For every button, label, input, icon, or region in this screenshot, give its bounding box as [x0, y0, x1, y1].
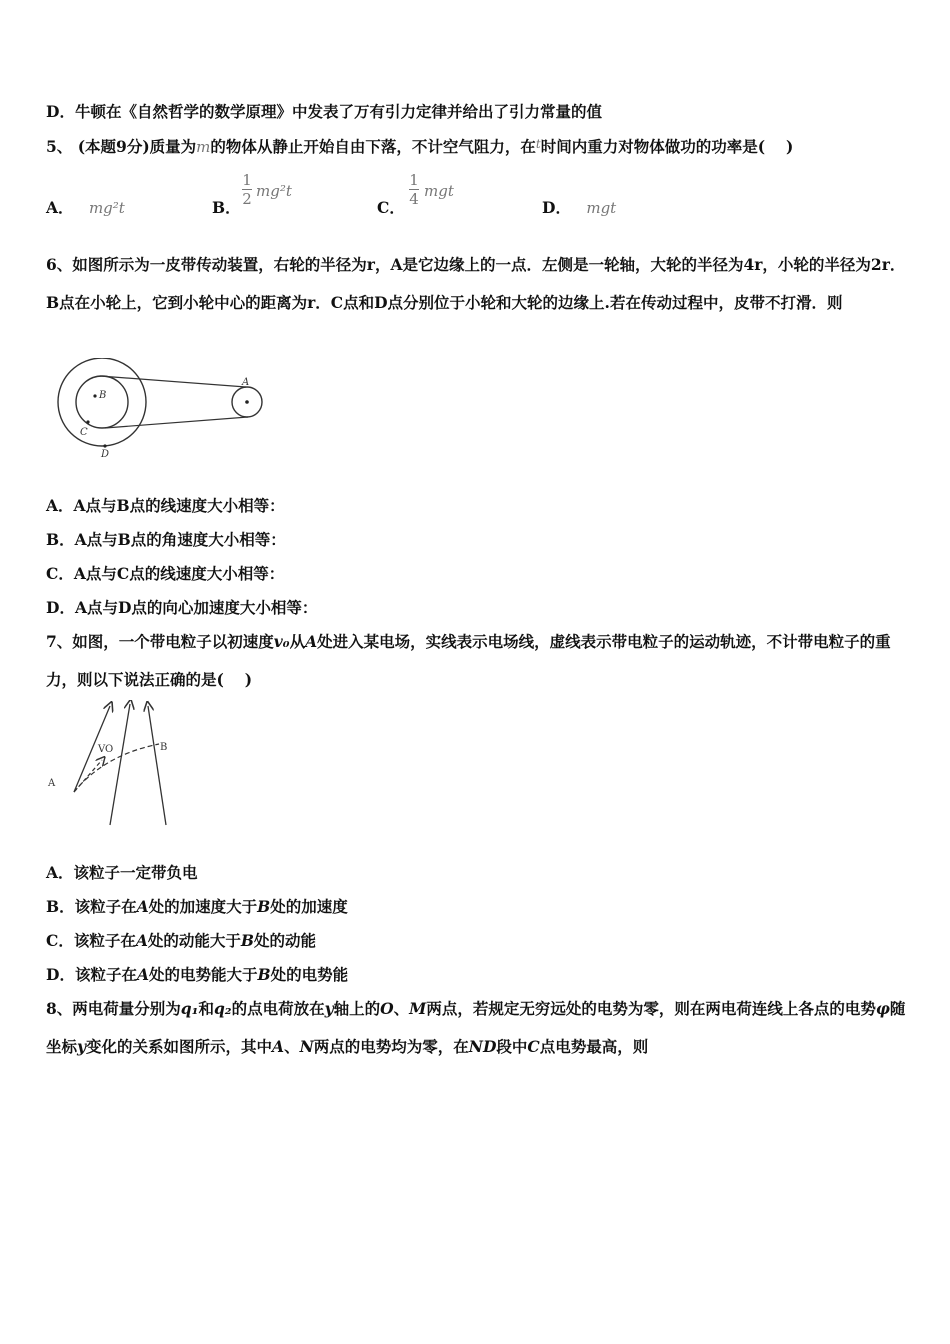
q7-option-c-a: A	[135, 931, 148, 950]
q8-o: O	[380, 999, 394, 1018]
q5-stem	[46, 137, 793, 158]
q8-p10: 两点的电势均为零，在	[313, 1037, 469, 1056]
q8-p7: 随坐标	[46, 999, 906, 1056]
q7-option-b-post: 处的加速度	[270, 897, 348, 916]
q5-option-d[interactable]	[542, 196, 616, 218]
label-v0: VO	[98, 744, 114, 755]
q7-text-2: 从	[289, 632, 306, 651]
q5-option-b-frac-den: 2	[242, 190, 252, 208]
q7-a: A	[305, 632, 318, 651]
q5-var-t: t	[535, 137, 541, 151]
q6-stem: 6、如图所示为一皮带传动装置，右轮的半径为r，A是它边缘上的一点．左侧是一轮轴，大轮的半径为4r，小轮的半径为2r．B点在小轮上，它到小轮中心的距离为r．C点和D点分别位于小轮和大轮的边缘上.若在传动过程中，皮带不打滑．则	[46, 255, 906, 312]
point-b-dot	[93, 394, 96, 397]
q8-p2: 和	[198, 999, 214, 1018]
q8-p6: 两点，若规定无穷远处的电势为零，则在两电荷连线上各点的电势	[426, 999, 876, 1018]
q5-option-c-fraction	[409, 172, 419, 207]
q7-stem	[46, 623, 908, 699]
q5-option-c-frac-num: 1	[409, 171, 419, 189]
q8-q2: q₂	[213, 999, 232, 1018]
q7-option-b-mid: 处的加速度大于	[148, 897, 258, 916]
q7-option-d-a: A	[136, 965, 149, 984]
q7-text-3: 处进入某电场，实线表示电场线，虚线表示带电粒子的运动轨迹，不计带电粒子的重力，则以下说法正确的是( )	[46, 632, 891, 689]
label-b: B	[160, 742, 168, 753]
q7-option-d-mid: 处的电势能大于	[148, 965, 258, 984]
q7-option-a-text: A．该粒子一定带负电	[46, 863, 198, 882]
point-a-dot	[245, 400, 249, 404]
q6-option-b[interactable]: B．A点与B点的角速度大小相等：	[46, 530, 286, 549]
q8-c: C	[527, 1037, 540, 1056]
q8-m: M	[409, 999, 427, 1018]
q7-option-c-pre: C．该粒子在	[46, 931, 136, 950]
label-c: C	[80, 427, 88, 438]
v0-arrow	[74, 760, 102, 792]
q5-option-a-label: A．	[46, 198, 74, 217]
q5-option-b-frac-num: 1	[242, 171, 252, 189]
q7-option-d-b: B	[257, 965, 271, 984]
q7-option-c-mid: 处的动能大于	[147, 931, 241, 950]
q8-p9: 、	[284, 1037, 300, 1056]
large-wheel	[58, 358, 146, 446]
q5-text-2: 的物体从静止开始自由下落，不计空气阻力，在	[210, 137, 536, 156]
q8-stem	[46, 990, 908, 1066]
q5-number: 5、	[46, 137, 73, 156]
q7-option-d-post: 处的电势能	[270, 965, 349, 984]
q5-option-b-fraction	[242, 172, 252, 207]
small-wheel	[76, 376, 128, 428]
q5-option-d-label: D．	[542, 198, 571, 217]
field-line-3	[148, 706, 166, 825]
q5-option-a-expr: mg²t	[88, 199, 125, 217]
q7-option-b-b: B	[257, 897, 271, 916]
q5-option-d-expr: mgt	[586, 199, 617, 217]
q8-q1: q₁	[180, 999, 199, 1018]
q8-phi: φ	[875, 999, 890, 1018]
q5-option-a[interactable]	[46, 196, 125, 218]
q7-option-c-b: B	[240, 931, 254, 950]
label-a: A	[48, 778, 56, 789]
q8-p4: 轴上的	[333, 999, 381, 1018]
q7-option-b-pre: B．该粒子在	[46, 897, 137, 916]
label-d: D	[101, 449, 110, 460]
q7-option-b-a: A	[136, 897, 149, 916]
q5-option-c-frac-den: 4	[409, 190, 419, 208]
q8-y1: y	[324, 999, 334, 1018]
q8-p5: 、	[393, 999, 410, 1018]
q7-option-d-pre: D．该粒子在	[46, 965, 137, 984]
q6-belt-figure	[50, 358, 280, 468]
q7-option-d[interactable]	[46, 965, 348, 985]
q8-p3: 的点电荷放在	[231, 999, 325, 1018]
q8-p11: 段中	[496, 1037, 528, 1056]
q8-a: A	[272, 1037, 285, 1056]
q5-options	[46, 170, 906, 220]
q5-option-c-label: C．	[377, 198, 405, 217]
belt-bottom	[105, 417, 248, 428]
q5-text-3: 时间内重力对物体做功的功率是( )	[540, 137, 794, 156]
q5-option-b-expr: mg²t	[256, 182, 292, 200]
label-a: A	[242, 377, 250, 388]
q5-option-c-expr: mgt	[424, 182, 454, 200]
q5-option-b[interactable]	[212, 196, 241, 218]
q7-option-c-post: 处的动能	[254, 931, 317, 950]
field-line-2	[110, 704, 130, 825]
q7-option-b[interactable]	[46, 897, 348, 917]
q8-p8: 变化的关系如图所示，其中	[86, 1037, 273, 1056]
q6-option-c[interactable]: C．A点与C点的线速度大小相等：	[46, 564, 285, 583]
q7-option-c[interactable]	[46, 931, 316, 951]
q7-option-a[interactable]	[46, 863, 198, 883]
q8-p12: 点电势最高，则	[539, 1037, 649, 1056]
q7-v0: v₀	[273, 632, 290, 651]
q8-n: N	[299, 1037, 314, 1056]
q6-option-a[interactable]: A．A点与B点的线速度大小相等：	[46, 496, 285, 515]
q7-field-figure	[44, 700, 184, 830]
q5-option-c[interactable]	[377, 196, 405, 218]
q6-option-d[interactable]: D．A点与D点的向心加速度大小相等：	[46, 598, 318, 617]
point-d-dot	[103, 444, 106, 447]
q8-nd: ND	[468, 1037, 497, 1056]
q8-y2: y	[77, 1037, 87, 1056]
point-c-dot	[86, 420, 89, 423]
q7-text-1: 7、如图，一个带电粒子以初速度	[46, 632, 274, 651]
label-b: B	[99, 390, 107, 401]
q5-text-1: 质量为	[149, 137, 197, 156]
q5-tag: (本题9分)	[77, 137, 150, 156]
q4-option-d: D．牛顿在《自然哲学的数学原理》中发表了万有引力定律并给出了引力常量的值	[46, 102, 602, 121]
q5-option-b-label: B．	[212, 198, 241, 217]
q5-var-m: m	[196, 138, 211, 156]
q8-p1: 8、两电荷量分别为	[46, 999, 181, 1018]
